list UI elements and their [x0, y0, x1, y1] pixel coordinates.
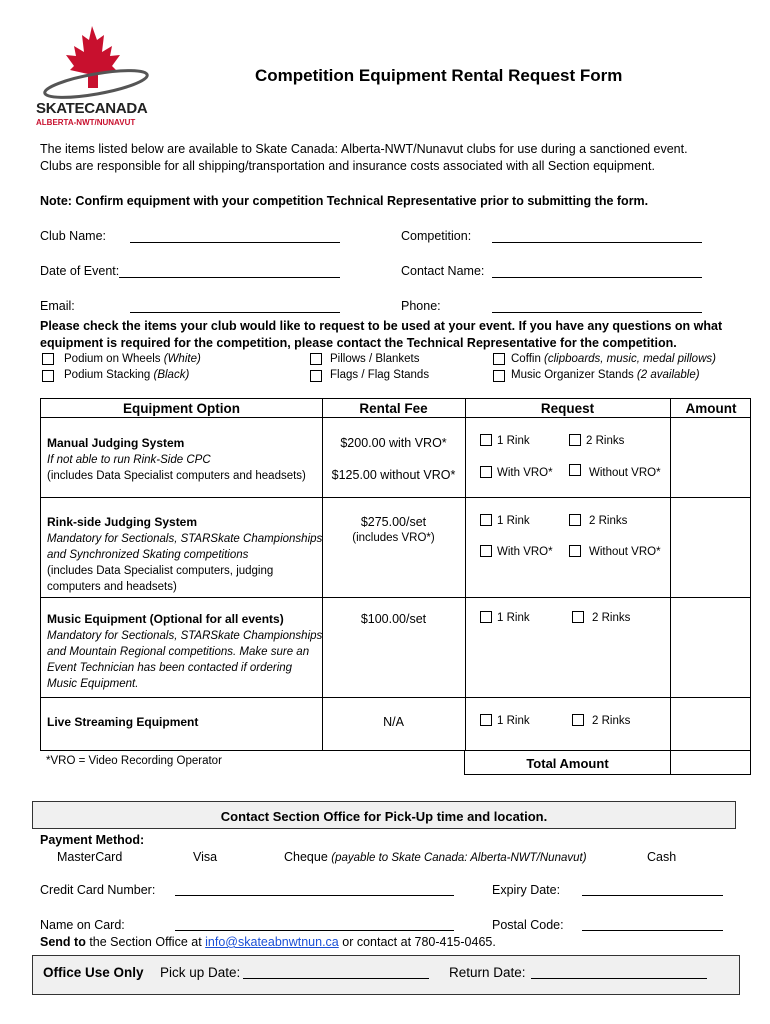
- name-on-card-field[interactable]: [175, 930, 454, 931]
- live-streaming-name: Live Streaming Equipment: [47, 715, 199, 729]
- check-instruction-1: Please check the items your club would like to request to be used at your event. If you have any questions on what: [40, 319, 723, 333]
- check-instruction-2: equipment is required for the competition, please contact the Technical Representative for the competition.: [40, 336, 677, 350]
- manual-with-vro-checkbox[interactable]: [480, 466, 492, 478]
- rinkside-judging-name: Rink-side Judging System: [47, 515, 198, 529]
- send-to-text: the Section Office at: [89, 935, 202, 949]
- manual-judging-note2: (includes Data Specialist computers and headsets): [47, 470, 306, 482]
- send-to-bold: Send to: [40, 935, 86, 949]
- payment-visa[interactable]: Visa: [193, 850, 218, 864]
- contact-banner: [32, 801, 736, 829]
- rinkside-note3: (includes Data Specialist computers, judging: [47, 565, 274, 577]
- rinkside-fee-2: (includes VRO*): [352, 532, 435, 544]
- competition-label: Competition:: [401, 229, 472, 243]
- payment-mastercard[interactable]: MasterCard: [57, 850, 123, 864]
- streaming-2-rinks-checkbox[interactable]: [572, 714, 584, 726]
- manual-without-vro-label: Without VRO*: [589, 467, 661, 479]
- header-amount: Amount: [685, 401, 737, 416]
- contact-name-field[interactable]: [492, 277, 702, 278]
- equipment-table: [40, 398, 751, 751]
- streaming-1-rink-label: 1 Rink: [497, 715, 530, 727]
- podium-wheels-checkbox[interactable]: [42, 353, 54, 365]
- return-date-field[interactable]: [531, 978, 707, 979]
- rinkside-note2: and Synchronized Skating competitions: [47, 549, 249, 561]
- card-number-label: Credit Card Number:: [40, 883, 156, 897]
- podium-stacking-text: Podium Stacking: [64, 369, 151, 381]
- streaming-2-rinks-label: 2 Rinks: [592, 715, 631, 727]
- music-stands-text: Music Organizer Stands: [511, 369, 634, 381]
- podium-stacking-checkbox[interactable]: [42, 370, 54, 382]
- podium-stacking-label: [64, 369, 189, 381]
- office-use-label: Office Use Only: [43, 965, 144, 980]
- manual-with-vro-label: With VRO*: [497, 467, 553, 479]
- streaming-fee: N/A: [383, 715, 404, 729]
- header-request: Request: [540, 401, 595, 416]
- rinkside-1-rink-label: 1 Rink: [497, 515, 530, 527]
- pillows-checkbox[interactable]: [310, 353, 322, 365]
- pillows-label: Pillows / Blankets: [330, 353, 420, 365]
- total-row: [464, 750, 751, 775]
- header-equipment-option: Equipment Option: [123, 401, 240, 416]
- club-name-label: Club Name:: [40, 229, 106, 243]
- email-field[interactable]: [130, 312, 340, 313]
- logo-region: ALBERTA-NWT/NUNAVUT: [36, 118, 136, 127]
- rinkside-fee-1: $275.00/set: [360, 515, 427, 529]
- manual-2-rinks-label: 2 Rinks: [586, 435, 625, 447]
- return-date-label: Return Date:: [449, 965, 526, 980]
- payment-cash[interactable]: Cash: [647, 850, 677, 864]
- payment-cheque-note: (payable to Skate Canada: Alberta-NWT/Nunavut): [331, 852, 587, 864]
- send-to-line: [40, 935, 496, 949]
- coffin-note: (clipboards, music, medal pillows): [544, 353, 716, 365]
- rinkside-1-rink-checkbox[interactable]: [480, 514, 492, 526]
- music-2-rinks-label: 2 Rinks: [592, 612, 631, 624]
- music-2-rinks-checkbox[interactable]: [572, 611, 584, 623]
- rinkside-2-rinks-label: 2 Rinks: [589, 515, 628, 527]
- music-fee: $100.00/set: [360, 612, 427, 626]
- rinkside-without-vro-label: Without VRO*: [589, 546, 661, 558]
- rinkside-with-vro-label: With VRO*: [497, 546, 553, 558]
- maple-leaf-icon: [34, 22, 154, 102]
- manual-without-vro-checkbox[interactable]: [569, 464, 581, 476]
- music-note4: Music Equipment.: [47, 678, 139, 690]
- phone-label: Phone:: [401, 299, 441, 313]
- intro-text-1: The items listed below are available to Skate Canada: Alberta-NWT/Nunavut clubs for use during a sanctioned event.: [40, 142, 688, 156]
- music-1-rink-label: 1 Rink: [497, 612, 530, 624]
- pickup-date-field[interactable]: [243, 978, 429, 979]
- manual-2-rinks-checkbox[interactable]: [569, 434, 581, 446]
- card-number-field[interactable]: [175, 895, 454, 896]
- music-stands-note: (2 available): [636, 369, 700, 381]
- music-note1: Mandatory for Sectionals, STARSkate Championships: [47, 630, 323, 642]
- music-stands-checkbox[interactable]: [493, 370, 505, 382]
- flags-label: Flags / Flag Stands: [330, 369, 430, 381]
- podium-wheels-text: Podium on Wheels: [64, 353, 161, 365]
- header-rental-fee: Rental Fee: [359, 401, 428, 416]
- manual-fee-2: $125.00 without VRO*: [331, 468, 456, 482]
- logo-brand: SKATECANADA: [36, 100, 148, 117]
- postal-code-label: Postal Code:: [492, 918, 564, 932]
- coffin-checkbox[interactable]: [493, 353, 505, 365]
- intro-text-2: Clubs are responsible for all shipping/transportation and insurance costs associated with all Section equipment.: [40, 159, 655, 173]
- postal-code-field[interactable]: [582, 930, 723, 931]
- contact-banner-text: Contact Section Office for Pick-Up time and location.: [220, 809, 548, 824]
- podium-wheels-note: (White): [163, 353, 201, 365]
- expiry-field[interactable]: [582, 895, 723, 896]
- flags-checkbox[interactable]: [310, 370, 322, 382]
- contact-name-label: Contact Name:: [401, 264, 485, 278]
- email-link[interactable]: info@skateabnwtnun.ca: [205, 935, 339, 949]
- rinkside-2-rinks-checkbox[interactable]: [569, 514, 581, 526]
- podium-wheels-label: [64, 353, 201, 365]
- manual-fee-1: $200.00 with VRO*: [340, 436, 447, 450]
- pickup-date-label: Pick up Date:: [160, 965, 241, 980]
- music-equipment-name: Music Equipment (Optional for all events): [47, 612, 284, 626]
- logo: [34, 22, 154, 132]
- music-note3: Event Technician has been contacted if ordering: [47, 662, 293, 674]
- music-stands-label: [511, 369, 700, 381]
- rinkside-without-vro-checkbox[interactable]: [569, 545, 581, 557]
- date-of-event-label: Date of Event:: [40, 264, 120, 278]
- office-use-box: [32, 955, 740, 995]
- club-name-field[interactable]: [130, 242, 340, 243]
- music-note2: and Mountain Regional competitions. Make sure an: [47, 646, 310, 658]
- coffin-text: Coffin: [511, 353, 541, 365]
- streaming-1-rink-checkbox[interactable]: [480, 714, 492, 726]
- payment-cheque[interactable]: [284, 850, 587, 864]
- payment-method-label: Payment Method:: [40, 833, 145, 847]
- payment-cheque-text: Cheque: [284, 850, 328, 864]
- manual-1-rink-label: 1 Rink: [497, 435, 530, 447]
- page-title: Competition Equipment Rental Request Form: [255, 66, 623, 85]
- coffin-label: [511, 353, 716, 365]
- send-to-phone: or contact at 780-415-0465.: [342, 935, 496, 949]
- total-amount-label: Total Amount: [526, 756, 609, 771]
- vro-footnote: *VRO = Video Recording Operator: [46, 755, 222, 767]
- rinkside-with-vro-checkbox[interactable]: [480, 545, 492, 557]
- rinkside-note4: computers and headsets): [47, 581, 177, 593]
- name-on-card-label: Name on Card:: [40, 918, 125, 932]
- competition-field[interactable]: [492, 242, 702, 243]
- manual-judging-note1: If not able to run Rink-Side CPC: [47, 454, 211, 466]
- phone-field[interactable]: [492, 312, 702, 313]
- rinkside-note1: Mandatory for Sectionals, STARSkate Championships: [47, 533, 323, 545]
- expiry-label: Expiry Date:: [492, 883, 561, 897]
- podium-stacking-note: (Black): [153, 369, 190, 381]
- manual-1-rink-checkbox[interactable]: [480, 434, 492, 446]
- music-1-rink-checkbox[interactable]: [480, 611, 492, 623]
- manual-judging-name: Manual Judging System: [47, 436, 185, 450]
- email-label: Email:: [40, 299, 75, 313]
- note-text: Note: Confirm equipment with your competition Technical Representative prior to submitting the form.: [40, 194, 649, 208]
- date-of-event-field[interactable]: [119, 277, 340, 278]
